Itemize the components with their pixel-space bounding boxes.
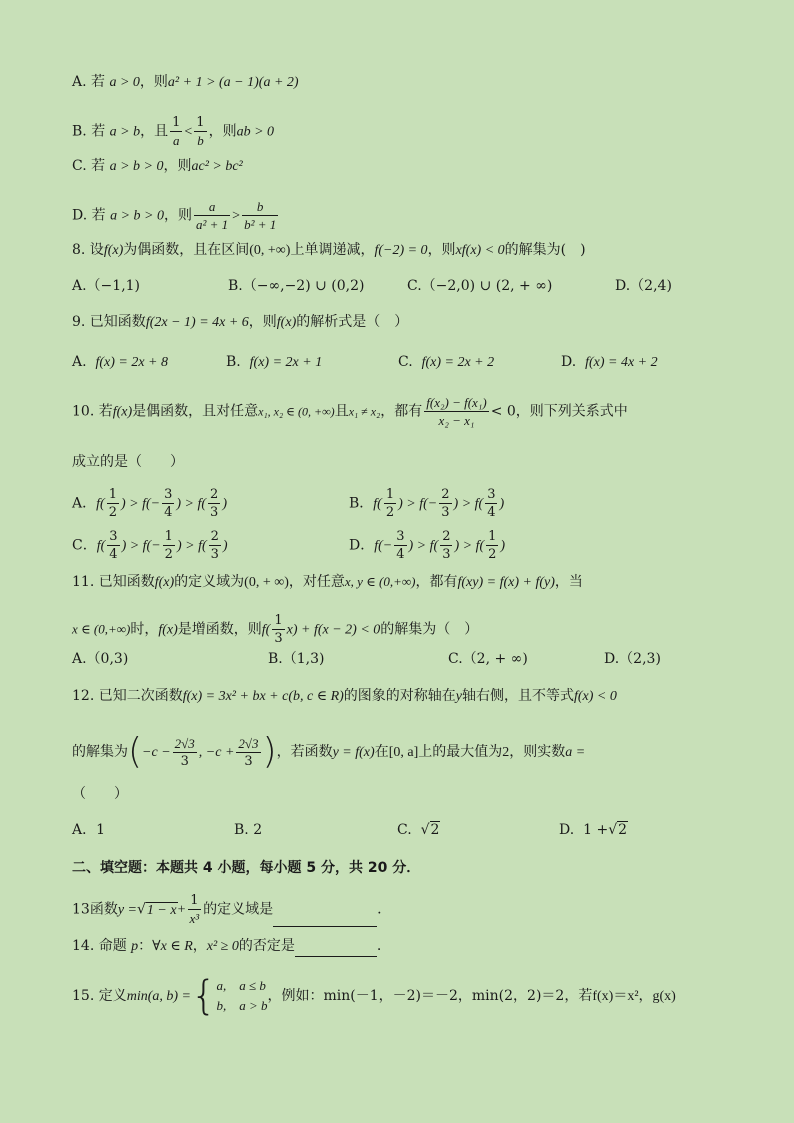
q9-stem: 9. 已知函数f(2x − 1) = 4x + 6，则f(x)的解析式是（ ） xyxy=(72,314,409,330)
q12-option-a: A．1 xyxy=(72,822,106,838)
q15-stem: 15. 定义min(a, b) ={ a, a ≤ b b, a > b ，例如：min(－1，－2)＝－2，min(2，2)＝2，若f(x)＝x²，g(x) xyxy=(72,973,676,1019)
q7-option-a: A. 若 a > 0，则a² + 1 > (a − 1)(a + 2) xyxy=(72,74,299,90)
q7-option-c: C. 若 a > b > 0，则ac² > bc² xyxy=(72,158,243,174)
q10-fraction: $\frac{\text{f(x₂) − f(x₁)}}{\text{x₂ − x₁}}$ xyxy=(426,395,487,428)
section-heading-fill-in: 二、填空题：本题共 4 小题，每小题 5 分，共 20 分． xyxy=(72,860,421,876)
q10-option-d: D．f(− $\frac{3}{4}$ ) > f( $\frac{2}{3}$ ) > f( $\frac{1}{2}$ ) xyxy=(349,529,506,562)
q12-stem-line3: （ ） xyxy=(72,786,128,802)
q14-answer-blank[interactable] xyxy=(295,942,377,957)
q11-option-b: B.（1,3) xyxy=(268,651,325,667)
q11-option-d: D.（2,3) xyxy=(604,651,661,667)
q12-stem-line2: 的解集为(−c − $\frac{2√3}{3}$ , −c + $\frac{2√3}{3}$ )，若函数y = f(x)在[0, a]上的最大值为2，则实数a = xyxy=(72,731,586,772)
q7d-frac-b: $\frac{b}{\text{b² + 1}}$ xyxy=(244,199,277,232)
q7a-ineq: a² + 1 > (a − 1)(a + 2) xyxy=(167,75,299,90)
q15-cases: a, a ≤ b b, a > b xyxy=(216,978,268,1013)
q11-stem: 11. 已知函数f(x)的定义域为(0, + ∞)，对任意x, y ∈ (0,+∞)，都有f(xy) = f(x) + f(y)，当 xyxy=(72,574,583,590)
q12-option-d: D. 1 +√2 xyxy=(559,822,628,838)
q10-option-a: A．f( $\frac{1}{2}$ ) > f(− $\frac{3}{4}$ ) > f( $\frac{2}{3}$ ) xyxy=(72,487,227,520)
q13-stem: 13函数y =√1 − x+ $\frac{1}{\text{x³}}$ 的定义域是 . xyxy=(72,893,382,926)
q10-option-c: C．f( $\frac{3}{4}$ ) > f(− $\frac{1}{2}$ ) > f( $\frac{2}{3}$ ) xyxy=(72,529,228,562)
q9-option-a: A. f(x) = 2x + 8 xyxy=(72,354,169,370)
q9-option-c: C. f(x) = 2x + 2 xyxy=(398,354,495,370)
q11-option-a: A.（0,3) xyxy=(72,651,129,667)
q7d-frac-a: $\frac{a}{\text{a² + 1}}$ xyxy=(196,199,229,232)
q9-option-b: B. f(x) = 2x + 1 xyxy=(226,354,323,370)
q13-answer-blank[interactable] xyxy=(273,912,377,927)
q8-stem: 8. 设f(x)为偶函数，且在区间(0, +∞)上单调递减，f(−2) = 0，则xf(x) < 0的解集为( ) xyxy=(72,242,586,258)
q9-option-d: D. f(x) = 4x + 2 xyxy=(561,354,658,370)
q11-stem-line2: x ∈ (0,+∞)时，f(x)是增函数，则f( $\frac{1}{3}$ x) + f(x − 2) < 0的解集为（ ） xyxy=(72,613,479,646)
q12-option-c: C. √2 xyxy=(397,822,440,838)
q7b-frac-b: $\frac{1}{b}$ xyxy=(196,115,205,148)
q10-option-b: B．f( $\frac{1}{2}$ ) > f(− $\frac{2}{3}$ ) > f( $\frac{3}{4}$ ) xyxy=(349,487,505,520)
q12-stem: 12. 已知二次函数f(x) = 3x² + bx + c(b, c ∈ R)的图象的对称轴在y轴右侧，且不等式f(x) < 0 xyxy=(72,688,617,704)
q8-option-a: A.（−1,1) xyxy=(72,278,141,294)
q12-option-b: B. 2 xyxy=(234,822,263,838)
q14-stem: 14. 命题 p：∀x ∈ R，x² ≥ 0的否定是 . xyxy=(72,936,381,957)
q7-option-d: D. 若 a > b > 0，则 $\frac{a}{\text{a² + 1}}$ > $\frac{b}{\text{b² + 1}}$ xyxy=(72,199,277,232)
q8-option-c: C.（−2,0) ∪ (2, + ∞) xyxy=(407,278,553,294)
q8-option-d: D.（2,4) xyxy=(615,278,672,294)
q10-stem: 10. 若f(x)是偶函数，且对任意x₁, x₂ ∈ (0, +∞)且x₁ ≠ x₂，都有 $\frac{\text{f(x₂) − f(x₁)}}{\text{x₂ − x₁}}$ < 0，则下列关系式中 xyxy=(72,395,628,428)
q7-option-b: B. 若 a > b，且 $\frac{1}{a}$ < $\frac{1}{b}$ ，则ab > 0 xyxy=(72,115,275,148)
q10-stem-line2: 成立的是（ ） xyxy=(72,454,184,470)
q11-option-c: C.（2, + ∞) xyxy=(448,651,528,667)
q7a-cond: a > 0 xyxy=(109,75,140,90)
q8-option-b: B.（−∞,−2) ∪ (0,2) xyxy=(228,278,365,294)
q7b-frac-a: $\frac{1}{a}$ xyxy=(172,115,181,148)
